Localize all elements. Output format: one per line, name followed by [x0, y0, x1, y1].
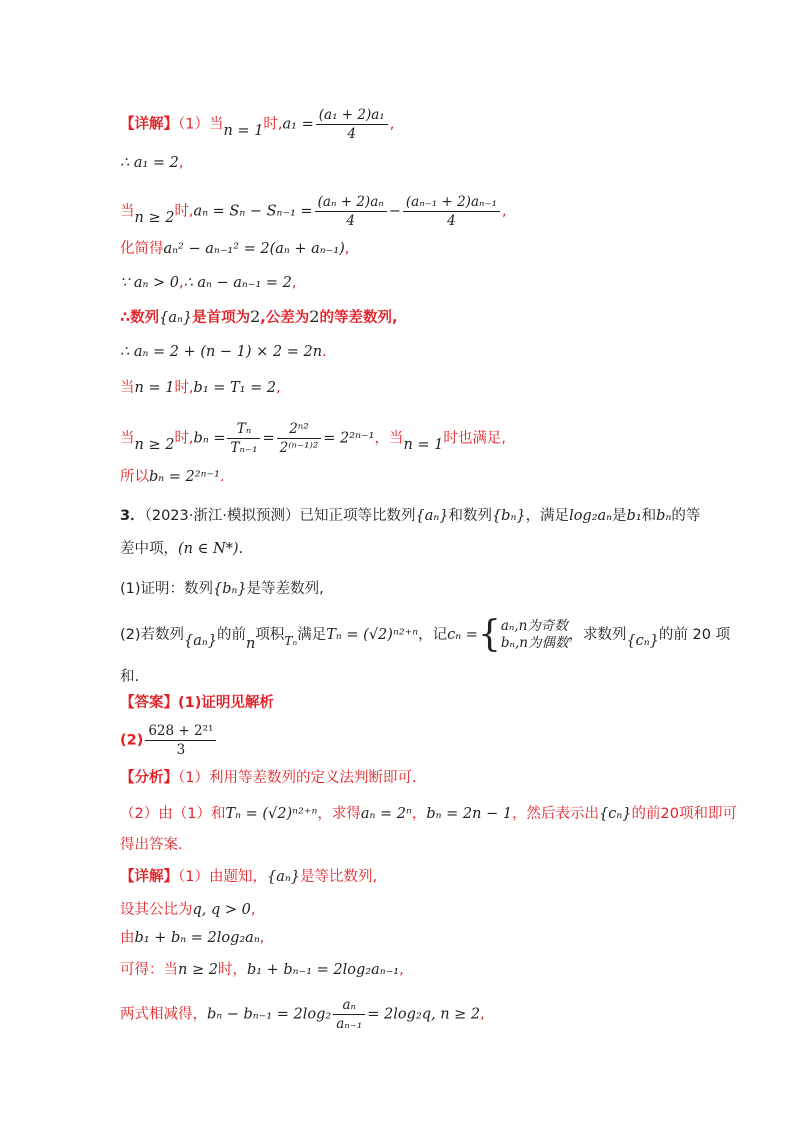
question-3-part-2-cont: 和.	[120, 669, 140, 685]
detail2-line-2: 设其公比为q, q > 0,	[120, 902, 256, 918]
question-3-part-2: (2)若数列{aₙ}的前n项积$_{T_n}$满足Tₙ = (√2)ⁿ²⁺ⁿ，记cₙ ={ aₙ,n为奇数 bₙ,n为偶数 ，求数列{cₙ}的前 20 项	[120, 614, 731, 655]
answer-label: 【答案】	[120, 695, 178, 711]
detail-line-5: ∵ aₙ > 0,∴ aₙ − aₙ₋₁ = 2,	[120, 275, 297, 291]
analysis-line-3: 得出答案.	[120, 837, 183, 853]
question-number: 3．	[120, 508, 145, 524]
question-3-line-1: 3．（2023·浙江·模拟预测）已知正项等比数列{aₙ}和数列{bₙ}，满足log₂aₙ是b₁和bₙ的等	[120, 508, 701, 524]
detail-line-9: 当n ≥ 2时,bₙ = $\frac{\text{Tₙ}}{\text{Tₙ₋₁}}$ = $\frac{\text{2ⁿ²}}{\text{2⁽ⁿ⁻¹⁾²}}$ = 2²ⁿ⁻¹，当n = 1时也满足,	[120, 421, 506, 456]
analysis-line-1: 【分析】（1）利用等差数列的定义法判断即可.	[120, 770, 417, 786]
math-cond: n = 1	[223, 122, 264, 139]
fraction: $\frac{\text{(a₁ + 2)a₁}}{4}$	[316, 106, 388, 143]
fraction: $\frac{\text{aₙ}}{\text{aₙ₋₁}}$	[333, 996, 365, 1033]
answer-line-1: 【答案】(1)证明见解析	[120, 695, 274, 711]
piecewise-cases: aₙ,n为奇数 bₙ,n为偶数	[500, 618, 569, 651]
detail-line-8: 当n = 1时,b₁ = T₁ = 2,	[120, 380, 281, 396]
detail-line-7: ∴ aₙ = 2 + (n − 1) × 2 = 2n.	[120, 344, 327, 360]
detail-line-6: ∴数列{aₙ}是首项为2,公差为2的等差数列,	[120, 307, 398, 326]
detail-line-3: 当n ≥ 2时,aₙ = Sₙ − Sₙ₋₁ = $\frac{\text{(aₙ + 2)aₙ}}{4}$ − $\frac{\text{(aₙ₋₁ + 2)aₙ₋₁}}{4}$ ,	[120, 194, 507, 229]
analysis-line-2: （2）由（1）和Tₙ = (√2)ⁿ²⁺ⁿ，求得aₙ = 2ⁿ，bₙ = 2n − 1，然后表示出{cₙ}的前20项和即可	[120, 806, 737, 822]
analysis-label: 【分析】	[120, 770, 178, 786]
fraction: $\frac{\text{(aₙ + 2)aₙ}}{4}$	[315, 193, 387, 230]
piecewise-brace: {	[477, 614, 501, 655]
detail-line-1: 【详解】（1）当n = 1时,a₁ = $\frac{\text{(a₁ + 2)a₁}}{4}$ ,	[120, 107, 395, 142]
answer-line-2: (2) $\frac{\text{628 + 2²¹}}{3}$	[120, 722, 740, 759]
detail2-line-5: 两式相减得，bₙ − bₙ₋₁ = 2log₂ $\frac{\text{aₙ}}{\text{aₙ₋₁}}$ = 2log₂q, n ≥ 2,	[120, 997, 485, 1032]
question-3-line-2: 差中项，(n ∈ N*).	[120, 541, 244, 557]
detail2-line-4: 可得：当n ≥ 2时，b₁ + bₙ₋₁ = 2log₂aₙ₋₁,	[120, 962, 404, 978]
question-3-part-1: (1)证明：数列{bₙ}是等差数列,	[120, 581, 324, 597]
detail2-line-3: 由b₁ + bₙ = 2log₂aₙ,	[120, 930, 265, 946]
fraction: $\frac{\text{Tₙ}}{\text{Tₙ₋₁}}$	[227, 420, 260, 457]
detail-line-2: ∴ a₁ = 2,	[120, 155, 184, 171]
detail-label: 【详解】	[120, 116, 178, 133]
detail2-line-1: 【详解】（1）由题知，{aₙ}是等比数列,	[120, 869, 378, 885]
detail-line-10: 所以bₙ = 2²ⁿ⁻¹.	[120, 469, 225, 485]
fraction: $\frac{\text{2ⁿ²}}{\text{2⁽ⁿ⁻¹⁾²}}$	[277, 420, 322, 457]
fraction: $\frac{\text{628 + 2²¹}}{3}$	[145, 722, 216, 759]
detail-label: 【详解】	[120, 869, 178, 885]
fraction: $\frac{\text{(aₙ₋₁ + 2)aₙ₋₁}}{4}$	[403, 193, 500, 230]
detail-line-4: 化简得aₙ² − aₙ₋₁² = 2(aₙ + aₙ₋₁),	[120, 241, 350, 257]
